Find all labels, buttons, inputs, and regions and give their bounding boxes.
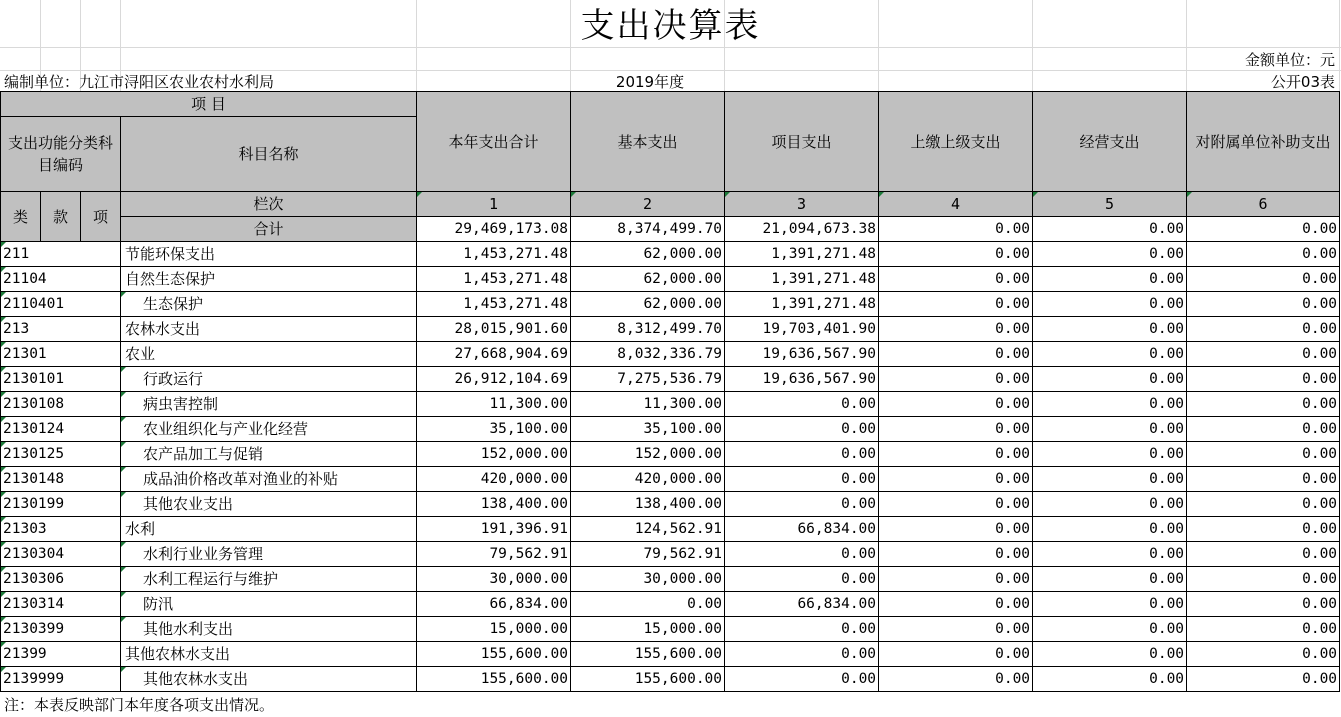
amount-cell: 0.00 bbox=[1187, 417, 1340, 442]
amount-cell: 0.00 bbox=[879, 467, 1033, 492]
subject-code: 21104 bbox=[1, 267, 121, 292]
amount-cell: 0.00 bbox=[879, 367, 1033, 392]
amount-cell: 0.00 bbox=[725, 542, 879, 567]
amount-cell: 0.00 bbox=[1033, 317, 1187, 342]
subject-code: 2130124 bbox=[1, 417, 121, 442]
expenditure-table bbox=[0, 91, 1340, 692]
amount-cell: 0.00 bbox=[1033, 592, 1187, 617]
amount-cell: 11,300.00 bbox=[417, 392, 571, 417]
table-row bbox=[1, 417, 1340, 442]
total-value: 21,094,673.38 bbox=[725, 217, 879, 242]
amount-cell: 0.00 bbox=[1187, 442, 1340, 467]
amount-cell: 0.00 bbox=[1033, 617, 1187, 642]
amount-cell: 0.00 bbox=[879, 592, 1033, 617]
subject-name: 水利 bbox=[121, 517, 417, 542]
amount-cell: 35,100.00 bbox=[417, 417, 571, 442]
header-subject-name: 科目名称 bbox=[121, 117, 417, 192]
subject-code: 21301 bbox=[1, 342, 121, 367]
header-xiang: 项 bbox=[81, 192, 121, 242]
subject-name: 生态保护 bbox=[121, 292, 417, 317]
table-footnote: 注：本表反映部门本年度各项支出情况。 bbox=[4, 696, 275, 714]
amount-cell: 0.00 bbox=[1187, 242, 1340, 267]
amount-cell: 0.00 bbox=[1033, 292, 1187, 317]
amount-cell: 0.00 bbox=[725, 642, 879, 667]
subject-name: 成品油价格改革对渔业的补贴 bbox=[121, 467, 417, 492]
amount-cell: 0.00 bbox=[879, 442, 1033, 467]
table-row bbox=[1, 342, 1340, 367]
col-number: 6 bbox=[1187, 192, 1340, 217]
amount-cell: 0.00 bbox=[1033, 467, 1187, 492]
subject-name: 其他农林水支出 bbox=[121, 667, 417, 692]
amount-cell: 27,668,904.69 bbox=[417, 342, 571, 367]
subject-code: 2130399 bbox=[1, 617, 121, 642]
col-number: 5 bbox=[1033, 192, 1187, 217]
amount-cell: 1,391,271.48 bbox=[725, 292, 879, 317]
subject-name: 农业组织化与产业化经营 bbox=[121, 417, 417, 442]
amount-cell: 155,600.00 bbox=[571, 667, 725, 692]
table-row bbox=[1, 592, 1340, 617]
total-value: 8,374,499.70 bbox=[571, 217, 725, 242]
amount-cell: 79,562.91 bbox=[417, 542, 571, 567]
subject-name: 自然生态保护 bbox=[121, 267, 417, 292]
amount-cell: 0.00 bbox=[1187, 542, 1340, 567]
amount-cell: 62,000.00 bbox=[571, 292, 725, 317]
amount-cell: 0.00 bbox=[879, 617, 1033, 642]
table-row bbox=[1, 617, 1340, 642]
subject-code: 2130314 bbox=[1, 592, 121, 617]
amount-cell: 1,453,271.48 bbox=[417, 267, 571, 292]
amount-cell: 66,834.00 bbox=[725, 517, 879, 542]
amount-cell: 0.00 bbox=[1033, 492, 1187, 517]
header-upper: 上缴上级支出 bbox=[879, 92, 1033, 192]
amount-cell: 0.00 bbox=[1033, 417, 1187, 442]
header-basic: 基本支出 bbox=[571, 92, 725, 192]
amount-cell: 1,391,271.48 bbox=[725, 242, 879, 267]
table-row bbox=[1, 442, 1340, 467]
subject-name: 病虫害控制 bbox=[121, 392, 417, 417]
amount-cell: 7,275,536.79 bbox=[571, 367, 725, 392]
amount-cell: 0.00 bbox=[1187, 392, 1340, 417]
col-number: 2 bbox=[571, 192, 725, 217]
amount-cell: 0.00 bbox=[879, 567, 1033, 592]
header-subsidy: 对附属单位补助支出 bbox=[1187, 92, 1340, 192]
amount-cell: 0.00 bbox=[725, 467, 879, 492]
total-row bbox=[1, 217, 1340, 242]
amount-cell: 8,032,336.79 bbox=[571, 342, 725, 367]
amount-unit-label: 金额单位：元 bbox=[1244, 51, 1335, 69]
subject-code: 2130101 bbox=[1, 367, 121, 392]
form-number-label: 公开03表 bbox=[1270, 73, 1335, 91]
amount-cell: 1,391,271.48 bbox=[725, 267, 879, 292]
amount-cell: 420,000.00 bbox=[417, 467, 571, 492]
amount-cell: 79,562.91 bbox=[571, 542, 725, 567]
amount-cell: 0.00 bbox=[1033, 367, 1187, 392]
amount-cell: 0.00 bbox=[1033, 667, 1187, 692]
amount-cell: 0.00 bbox=[1187, 267, 1340, 292]
subject-code: 2110401 bbox=[1, 292, 121, 317]
amount-cell: 0.00 bbox=[879, 642, 1033, 667]
fiscal-year-label: 2019年度 bbox=[615, 73, 685, 91]
amount-cell: 0.00 bbox=[879, 292, 1033, 317]
amount-cell: 0.00 bbox=[1187, 492, 1340, 517]
amount-cell: 0.00 bbox=[1187, 342, 1340, 367]
subject-name: 农业 bbox=[121, 342, 417, 367]
table-row bbox=[1, 567, 1340, 592]
header-kuan: 款 bbox=[41, 192, 81, 242]
amount-cell: 66,834.00 bbox=[417, 592, 571, 617]
amount-cell: 155,600.00 bbox=[571, 642, 725, 667]
amount-cell: 0.00 bbox=[1187, 592, 1340, 617]
table-row bbox=[1, 317, 1340, 342]
amount-cell: 0.00 bbox=[879, 392, 1033, 417]
table-row bbox=[1, 667, 1340, 692]
amount-cell: 1,453,271.48 bbox=[417, 242, 571, 267]
table-row bbox=[1, 242, 1340, 267]
col-number: 3 bbox=[725, 192, 879, 217]
organization-label: 编制单位：九江市浔阳区农业农村水利局 bbox=[4, 73, 275, 91]
amount-cell: 8,312,499.70 bbox=[571, 317, 725, 342]
amount-cell: 191,396.91 bbox=[417, 517, 571, 542]
amount-cell: 155,600.00 bbox=[417, 667, 571, 692]
subject-code: 21399 bbox=[1, 642, 121, 667]
header-item: 项 目 bbox=[1, 92, 417, 117]
header-project: 项目支出 bbox=[725, 92, 879, 192]
amount-cell: 26,912,104.69 bbox=[417, 367, 571, 392]
table-row bbox=[1, 492, 1340, 517]
subject-name: 农产品加工与促销 bbox=[121, 442, 417, 467]
amount-cell: 28,015,901.60 bbox=[417, 317, 571, 342]
total-value: 29,469,173.08 bbox=[417, 217, 571, 242]
amount-cell: 0.00 bbox=[1033, 567, 1187, 592]
subject-code: 21303 bbox=[1, 517, 121, 542]
table-row bbox=[1, 542, 1340, 567]
amount-cell: 0.00 bbox=[1187, 517, 1340, 542]
subject-code: 2139999 bbox=[1, 667, 121, 692]
amount-cell: 0.00 bbox=[879, 542, 1033, 567]
amount-cell: 0.00 bbox=[1187, 617, 1340, 642]
amount-cell: 0.00 bbox=[879, 317, 1033, 342]
header-total: 本年支出合计 bbox=[417, 92, 571, 192]
amount-cell: 0.00 bbox=[879, 417, 1033, 442]
amount-cell: 62,000.00 bbox=[571, 267, 725, 292]
table-row bbox=[1, 267, 1340, 292]
header-lanci: 栏次 bbox=[121, 192, 417, 217]
subject-name: 水利行业业务管理 bbox=[121, 542, 417, 567]
amount-cell: 0.00 bbox=[725, 442, 879, 467]
amount-cell: 62,000.00 bbox=[571, 242, 725, 267]
subject-name: 行政运行 bbox=[121, 367, 417, 392]
subject-code: 2130148 bbox=[1, 467, 121, 492]
amount-cell: 0.00 bbox=[1033, 517, 1187, 542]
amount-cell: 19,636,567.90 bbox=[725, 342, 879, 367]
subject-code: 211 bbox=[1, 242, 121, 267]
subject-name: 水利工程运行与维护 bbox=[121, 567, 417, 592]
table-row bbox=[1, 392, 1340, 417]
subject-name: 防汛 bbox=[121, 592, 417, 617]
total-value: 0.00 bbox=[1033, 217, 1187, 242]
subject-code: 2130199 bbox=[1, 492, 121, 517]
amount-cell: 0.00 bbox=[879, 267, 1033, 292]
amount-cell: 0.00 bbox=[1187, 367, 1340, 392]
amount-cell: 66,834.00 bbox=[725, 592, 879, 617]
amount-cell: 19,636,567.90 bbox=[725, 367, 879, 392]
subject-code: 2130304 bbox=[1, 542, 121, 567]
amount-cell: 0.00 bbox=[1033, 242, 1187, 267]
subject-name: 农林水支出 bbox=[121, 317, 417, 342]
amount-cell: 0.00 bbox=[1187, 642, 1340, 667]
subject-name: 节能环保支出 bbox=[121, 242, 417, 267]
amount-cell: 124,562.91 bbox=[571, 517, 725, 542]
subject-name: 其他农林水支出 bbox=[121, 642, 417, 667]
amount-cell: 0.00 bbox=[571, 592, 725, 617]
amount-cell: 15,000.00 bbox=[571, 617, 725, 642]
amount-cell: 0.00 bbox=[879, 517, 1033, 542]
amount-cell: 15,000.00 bbox=[417, 617, 571, 642]
total-value: 0.00 bbox=[1187, 217, 1340, 242]
amount-cell: 152,000.00 bbox=[571, 442, 725, 467]
amount-cell: 0.00 bbox=[725, 417, 879, 442]
amount-cell: 0.00 bbox=[725, 492, 879, 517]
amount-cell: 0.00 bbox=[1187, 567, 1340, 592]
subject-code: 2130125 bbox=[1, 442, 121, 467]
subject-code: 2130306 bbox=[1, 567, 121, 592]
amount-cell: 11,300.00 bbox=[571, 392, 725, 417]
amount-cell: 35,100.00 bbox=[571, 417, 725, 442]
amount-cell: 0.00 bbox=[1033, 442, 1187, 467]
amount-cell: 0.00 bbox=[725, 617, 879, 642]
amount-cell: 30,000.00 bbox=[571, 567, 725, 592]
amount-cell: 19,703,401.90 bbox=[725, 317, 879, 342]
amount-cell: 155,600.00 bbox=[417, 642, 571, 667]
amount-cell: 0.00 bbox=[1187, 317, 1340, 342]
amount-cell: 0.00 bbox=[725, 392, 879, 417]
subject-name: 其他农业支出 bbox=[121, 492, 417, 517]
amount-cell: 0.00 bbox=[1033, 542, 1187, 567]
table-row bbox=[1, 642, 1340, 667]
col-number: 1 bbox=[417, 192, 571, 217]
amount-cell: 0.00 bbox=[725, 667, 879, 692]
amount-cell: 0.00 bbox=[1187, 292, 1340, 317]
header-lei: 类 bbox=[1, 192, 41, 242]
table-row bbox=[1, 467, 1340, 492]
table-row bbox=[1, 292, 1340, 317]
subject-name: 其他水利支出 bbox=[121, 617, 417, 642]
amount-cell: 0.00 bbox=[1033, 642, 1187, 667]
amount-cell: 30,000.00 bbox=[417, 567, 571, 592]
amount-cell: 138,400.00 bbox=[571, 492, 725, 517]
table-row bbox=[1, 367, 1340, 392]
amount-cell: 0.00 bbox=[1033, 267, 1187, 292]
subject-code: 213 bbox=[1, 317, 121, 342]
amount-cell: 0.00 bbox=[1187, 467, 1340, 492]
header-func-class-code: 支出功能分类科目编码 bbox=[1, 117, 121, 192]
amount-cell: 0.00 bbox=[879, 492, 1033, 517]
amount-cell: 0.00 bbox=[879, 667, 1033, 692]
amount-cell: 138,400.00 bbox=[417, 492, 571, 517]
amount-cell: 420,000.00 bbox=[571, 467, 725, 492]
subject-code: 2130108 bbox=[1, 392, 121, 417]
amount-cell: 0.00 bbox=[879, 342, 1033, 367]
table-row bbox=[1, 517, 1340, 542]
amount-cell: 0.00 bbox=[879, 242, 1033, 267]
total-value: 0.00 bbox=[879, 217, 1033, 242]
amount-cell: 0.00 bbox=[1187, 667, 1340, 692]
col-number: 4 bbox=[879, 192, 1033, 217]
amount-cell: 152,000.00 bbox=[417, 442, 571, 467]
page-title: 支出决算表 bbox=[580, 6, 761, 46]
amount-cell: 0.00 bbox=[1033, 392, 1187, 417]
amount-cell: 0.00 bbox=[1033, 342, 1187, 367]
total-label: 合计 bbox=[121, 217, 417, 242]
amount-cell: 1,453,271.48 bbox=[417, 292, 571, 317]
header-business: 经营支出 bbox=[1033, 92, 1187, 192]
amount-cell: 0.00 bbox=[725, 567, 879, 592]
